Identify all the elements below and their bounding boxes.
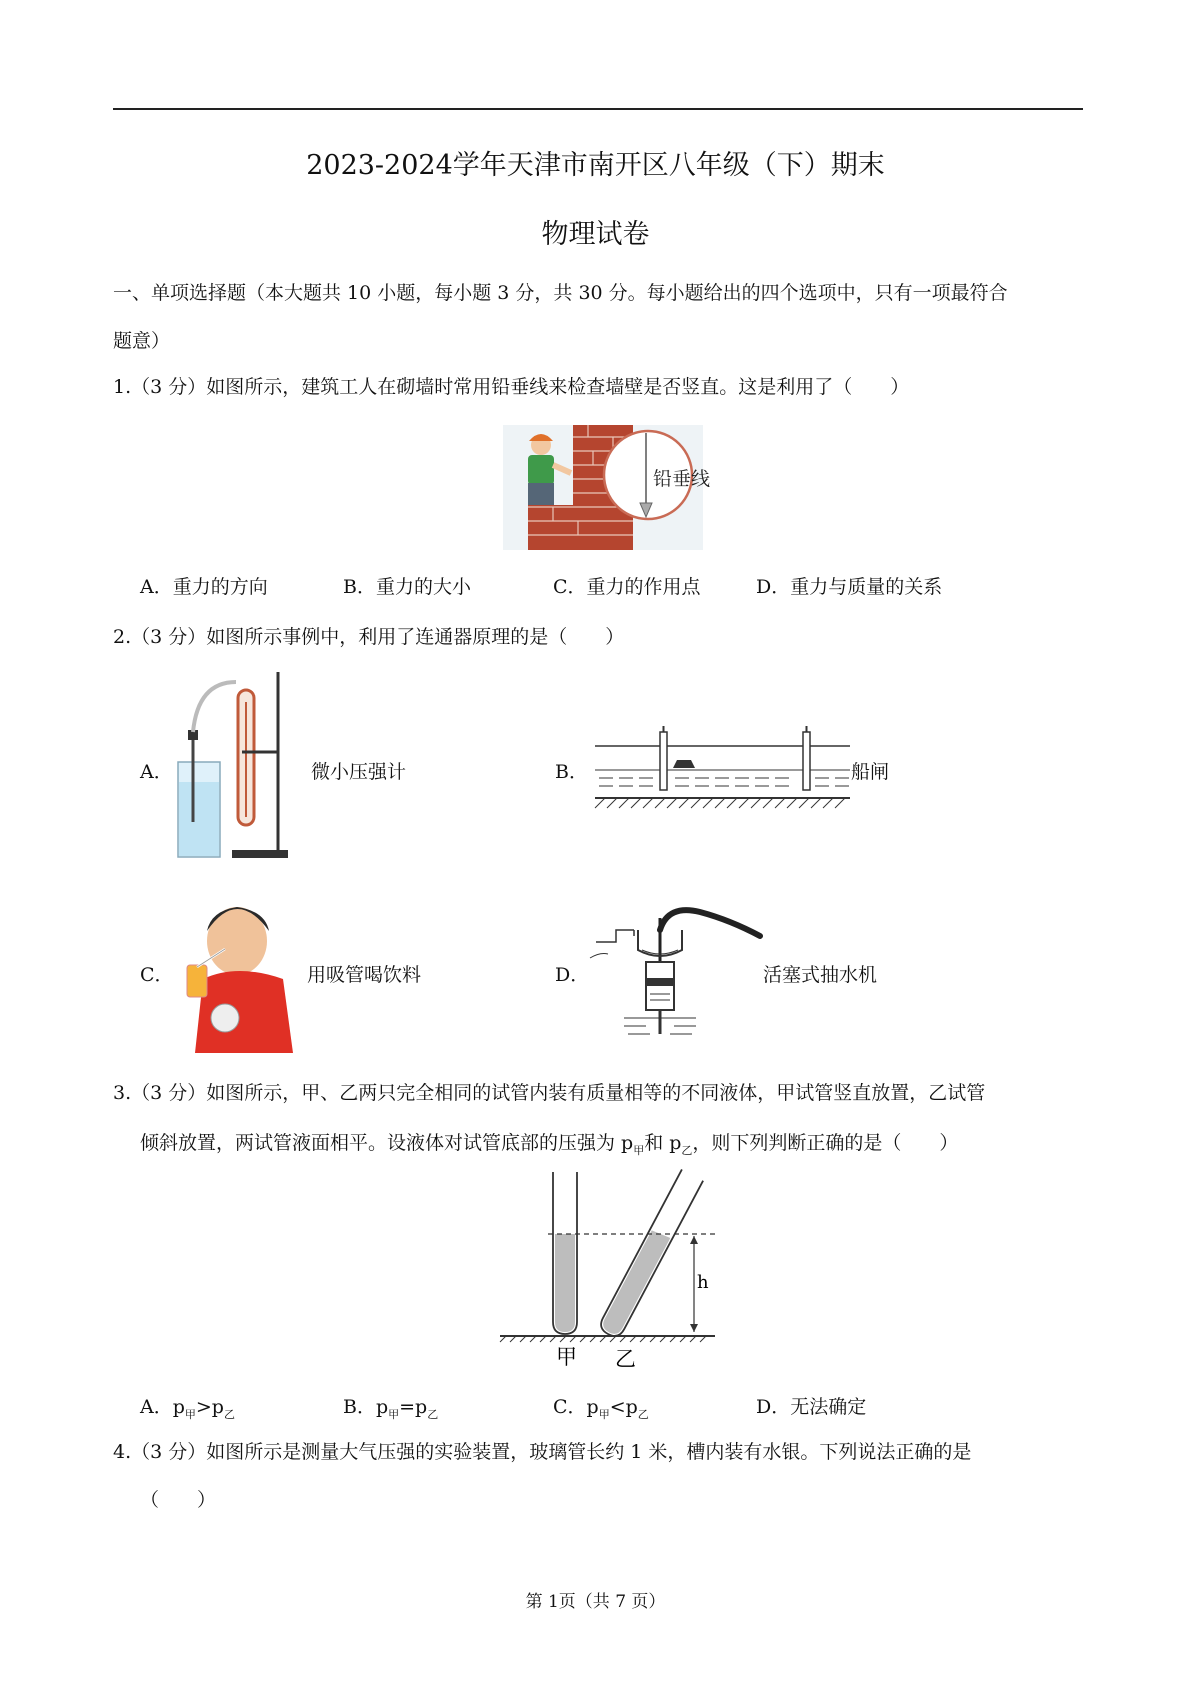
q3-option-d: D．无法确定 <box>756 1396 867 1418</box>
question-1-stem: 1.（3 分）如图所示，建筑工人在砌墙时常用铅垂线来检查墙壁是否竖直。这是利用了（ ） <box>113 376 910 398</box>
piston-pump-figure <box>590 900 765 1040</box>
q2-letter-b: B． <box>555 761 588 783</box>
page-footer: 第 1页（共 7 页） <box>525 1592 666 1612</box>
q2-letter-a: A． <box>140 761 173 783</box>
q3-option-b: B．$p_甲=p_乙$ <box>343 1396 439 1421</box>
q1-option-b: B．重力的大小 <box>343 576 471 598</box>
test-tubes-figure <box>500 1170 720 1370</box>
section-heading: 一、单项选择题（本大题共 10 小题，每小题 3 分，共 30 分。每小题给出的四个选项中，只有一项最符合 <box>113 282 1008 304</box>
tube-yi <box>597 1169 703 1339</box>
q2-caption-b: 船闸 <box>851 761 890 783</box>
plumb-line-label: 铅垂线 <box>653 468 711 490</box>
ship-lock-figure <box>595 722 850 812</box>
q3-option-c: C．$p_甲<p_乙$ <box>553 1396 649 1421</box>
q2-caption-d: 活塞式抽水机 <box>763 964 878 986</box>
question-3-stem: 3.（3 分）如图所示，甲、乙两只完全相同的试管内装有质量相等的不同液体，甲试管竖直放置，乙试管 <box>113 1082 986 1104</box>
q1-option-c: C．重力的作用点 <box>553 576 701 598</box>
question-4-stem: 4.（3 分）如图所示是测量大气压强的实验装置，玻璃管长约 1 米，槽内装有水银。下列说法正确的是 <box>113 1441 972 1463</box>
q2-caption-c: 用吸管喝饮料 <box>307 964 422 986</box>
question-3-stem-cont: 倾斜放置，两试管液面相平。设液体对试管底部的压强为 $p_甲$和 $p_乙$，则下列判断正确的是（ ） <box>140 1132 959 1157</box>
question-4-stem-cont: （ ） <box>140 1489 217 1511</box>
q3-option-a: A．$p_甲>p_乙$ <box>140 1396 235 1421</box>
exam-subtitle: 物理试卷 <box>541 219 650 250</box>
q2-caption-a: 微小压强计 <box>311 761 407 783</box>
top-rule <box>113 108 1083 110</box>
exam-title: 2023-2024学年天津市南开区八年级（下）期末 <box>306 150 885 181</box>
boy-drinking-figure <box>185 893 295 1053</box>
q2-letter-c: C． <box>140 964 174 986</box>
tube-jia-label: 甲 <box>556 1345 577 1369</box>
pressure-gauge-figure <box>178 672 293 862</box>
q1-option-d: D．重力与质量的关系 <box>756 576 943 598</box>
tube-jia <box>553 1172 577 1334</box>
question-2-stem: 2.（3 分）如图所示事例中，利用了连通器原理的是（ ） <box>113 626 625 648</box>
q1-option-a: A．重力的方向 <box>140 576 268 598</box>
height-label: h <box>697 1272 709 1293</box>
tube-yi-label: 乙 <box>615 1347 636 1371</box>
q2-letter-d: D． <box>555 964 590 986</box>
section-heading-cont: 题意） <box>113 330 171 352</box>
plumb-line-figure <box>503 425 711 550</box>
